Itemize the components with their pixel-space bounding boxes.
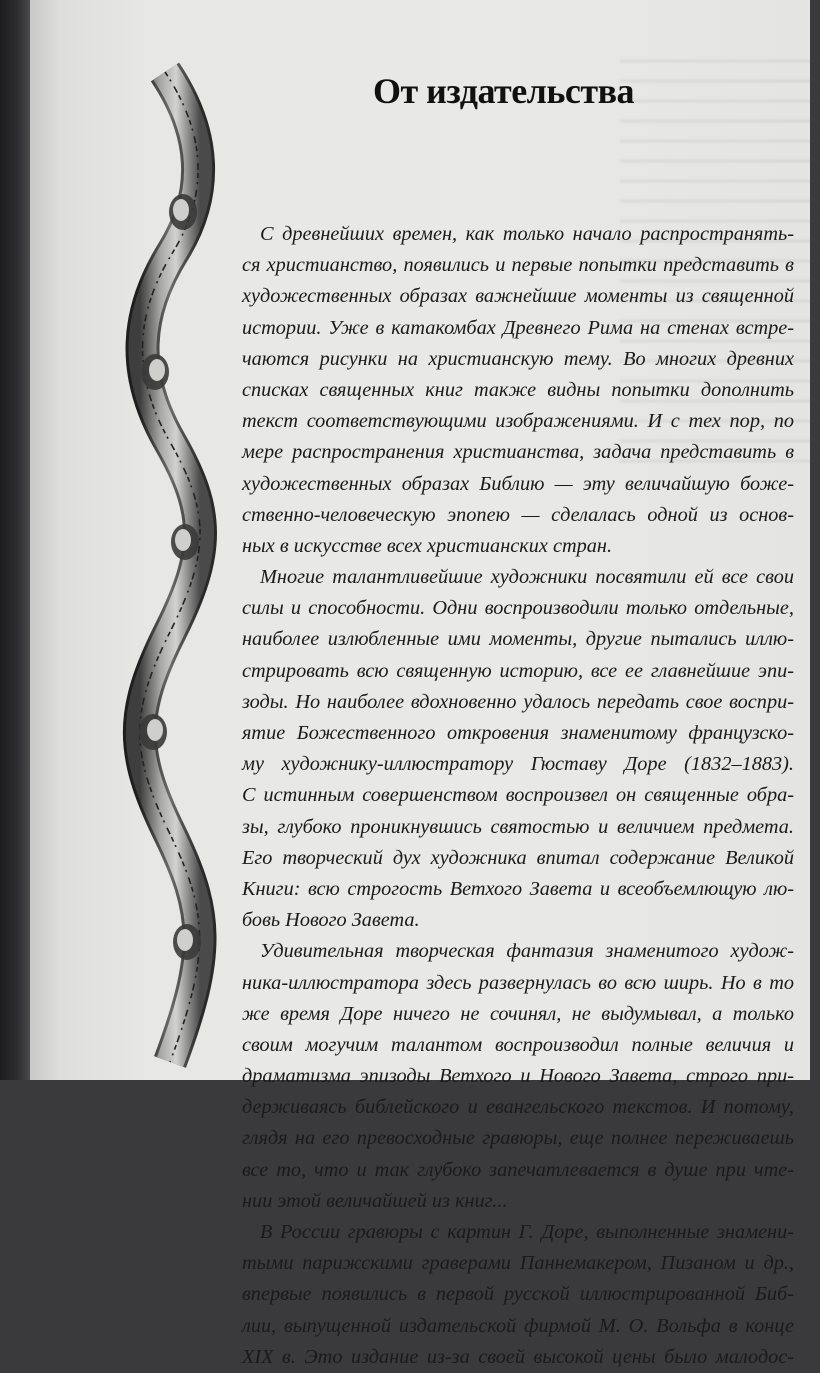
text-line: нии этой величайшей из книг... (242, 1189, 508, 1212)
text-line: же время Доре ничего не сочинял, не выдумывал, а только (242, 1002, 794, 1025)
text-line: своим могучим талантом воспроизводил полные величия и (242, 1033, 794, 1056)
book-page (30, 0, 810, 1368)
page-title: От издательства (373, 71, 635, 111)
text-line: С древнейших времен, как только начало распространять- (260, 223, 794, 245)
text-line: художественных образах Библию — эту величайшую боже- (242, 472, 794, 495)
text-line: стрировать всю священную историю, все ее главнейшие эпи- (242, 659, 794, 682)
text-line: все то, что и так глубоко запечатлевается в душе при чте- (242, 1158, 794, 1181)
text-line: наиболее излюбленные ими моменты, другие пытались иллю- (242, 628, 794, 651)
book-spine-shadow (0, 0, 30, 1080)
text-line: ных в искусстве всех христианских стран. (242, 534, 613, 557)
text-line: впервые появились в первой русской иллюстрированной Биб- (242, 1283, 794, 1306)
text-line: зы, глубоко проникнувшись святостью и величием предмета. (242, 815, 794, 838)
text-line: ся христианство, появились и первые попытки представить в (242, 254, 794, 277)
text-line: держиваясь библейского и евангельского текстов. И потому, (242, 1096, 794, 1119)
text-line: ственно-человеческую эпопею — сделалась одной из основ- (242, 503, 794, 526)
text-line: мере распространения христианства, задача представить в (242, 441, 794, 464)
text-line: В России гравюры с картин Г. Доре, выполненные знамени- (260, 1221, 794, 1243)
text-line: зоды. Но наиболее вдохновенно удалось передать свое воспри- (242, 690, 794, 713)
text-line: Книги: всю строгость Ветхого Завета и всеобъемлющую лю- (242, 877, 794, 900)
text-line: текст соответствующими изображениями. И с тех пор, по (242, 410, 794, 433)
text-line: глядя на его превосходные гравюры, еще полнее переживаешь (242, 1127, 794, 1150)
text-line: истории. Уже в катакомбах Древнего Рима на стенах встре- (242, 316, 794, 339)
text-line: Удивительная творческая фантазия знаменитого худож- (260, 940, 794, 963)
text-line: XIX в. Это издание из-за своей высокой цены было малодос- (242, 1345, 794, 1368)
text-line: списках священных книг также видны попытки дополнить (242, 378, 794, 401)
text-line: Многие талантливейшие художники посвятили ей все свои (260, 566, 794, 589)
text-line: художественных образах важнейшие моменты из священной (242, 285, 794, 308)
text-line: драматизма эпизоды Ветхого и Нового Завета, строго при- (242, 1065, 794, 1088)
text-line: ника-иллюстратора здесь развернулась во всю ширь. Но в то (242, 971, 794, 994)
text-line: му художнику-иллюстратору Гюставу Доре (1832–1883). (242, 753, 794, 776)
text-line: ятие Божественного откровения знаменитому французско- (242, 722, 794, 744)
text-line: силы и способности. Одни воспроизводили только отдельные, (242, 597, 794, 620)
text-line: чаются рисунки на христианскую тему. Во многих древних (242, 347, 794, 370)
text-line: Его творческий дух художника впитал содержание Великой (242, 846, 794, 869)
ornamental-scroll-ribbon-icon (125, 72, 215, 1062)
text-line: С истинным совершенством воспроизвел он священные обра- (242, 784, 794, 807)
text-line: бовь Нового Завета. (242, 909, 420, 932)
text-line: тыми парижскими граверами Паннемакером, Пизаном и др., (242, 1252, 794, 1275)
text-line: лии, выпущенной издательской фирмой М. О. Вольфа в конце (242, 1314, 794, 1337)
body-text (242, 219, 794, 1373)
